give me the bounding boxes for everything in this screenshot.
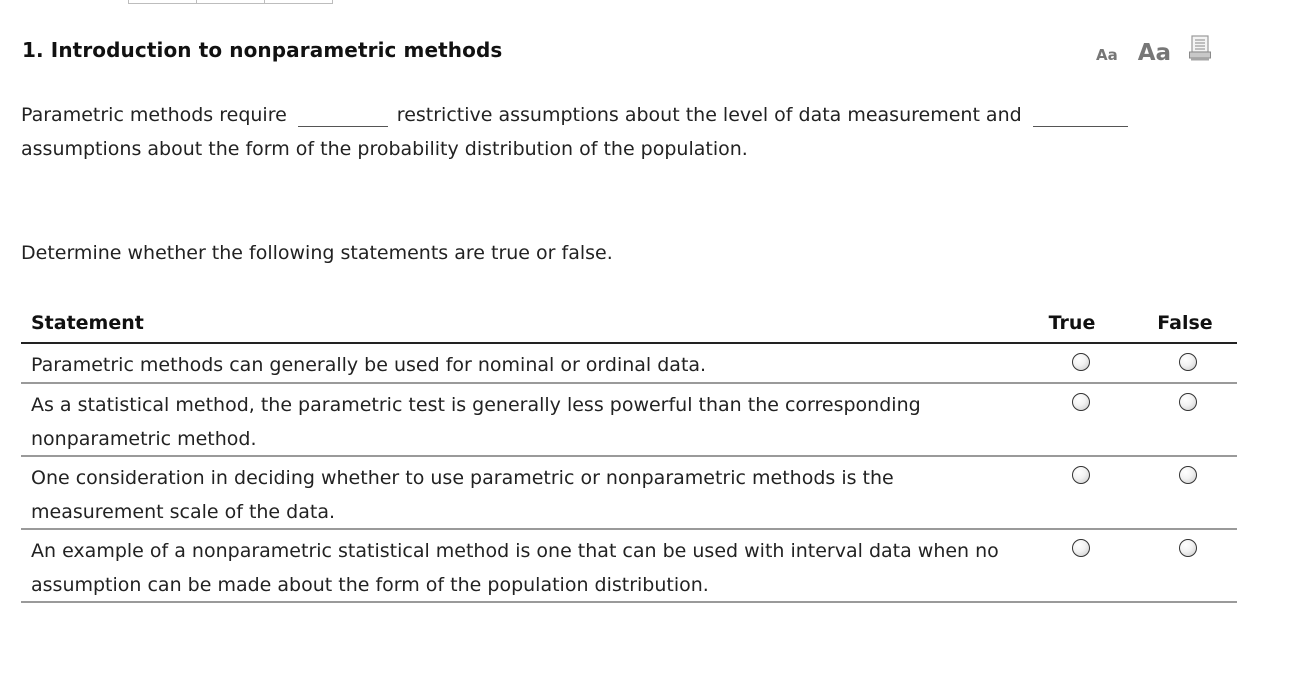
- radio-true[interactable]: [1072, 393, 1090, 411]
- top-tab[interactable]: [196, 0, 264, 4]
- text-tools: [1096, 36, 1211, 66]
- top-tab[interactable]: [264, 0, 333, 4]
- blank-dropdown-1[interactable]: [298, 104, 388, 127]
- statement-text: Parametric methods can generally be used for nominal or ordinal data.: [31, 354, 707, 376]
- radio-false[interactable]: [1179, 466, 1197, 484]
- table-row: [21, 457, 1237, 530]
- statement-text: One consideration in deciding whether to use parametric or nonparametric methods is the measurement scale of the data.: [31, 467, 894, 523]
- radio-false[interactable]: [1179, 393, 1197, 411]
- radio-true[interactable]: [1072, 353, 1090, 371]
- top-tab[interactable]: [128, 0, 196, 4]
- fill-in-paragraph: [21, 98, 1221, 166]
- radio-true[interactable]: [1072, 466, 1090, 484]
- question-title: 1. Introduction to nonparametric methods: [22, 38, 503, 62]
- radio-true[interactable]: [1072, 539, 1090, 557]
- radio-false[interactable]: [1179, 353, 1197, 371]
- table-header: Statement True False: [21, 306, 1237, 344]
- fill-in-text-2: restrictive assumptions about the level of data measurement and: [396, 104, 1022, 126]
- fill-in-text-1: Parametric methods require: [21, 104, 287, 126]
- table-row: [21, 384, 1237, 457]
- increase-font-button[interactable]: Aa: [1137, 40, 1172, 66]
- radio-false[interactable]: [1179, 539, 1197, 557]
- statement-text: An example of a nonparametric statistical method is one that can be used with interval data when no assumption can be made about the form of the population distribution.: [31, 540, 999, 596]
- statement-text: As a statistical method, the parametric test is generally less powerful than the corresponding nonparametric method.: [31, 394, 921, 450]
- true-false-table: [21, 306, 1237, 603]
- header-statement: Statement: [31, 312, 144, 334]
- instruction-text: Determine whether the following statements are true or false.: [21, 242, 613, 264]
- fill-in-text-3: assumptions about the form of the probability distribution of the population.: [21, 138, 748, 160]
- decrease-font-button[interactable]: Aa: [1096, 46, 1118, 64]
- top-tab-strip: [128, 0, 333, 4]
- table-row: [21, 344, 1237, 384]
- print-icon[interactable]: [1189, 35, 1211, 65]
- blank-dropdown-2[interactable]: [1033, 104, 1128, 127]
- table-row: [21, 530, 1237, 603]
